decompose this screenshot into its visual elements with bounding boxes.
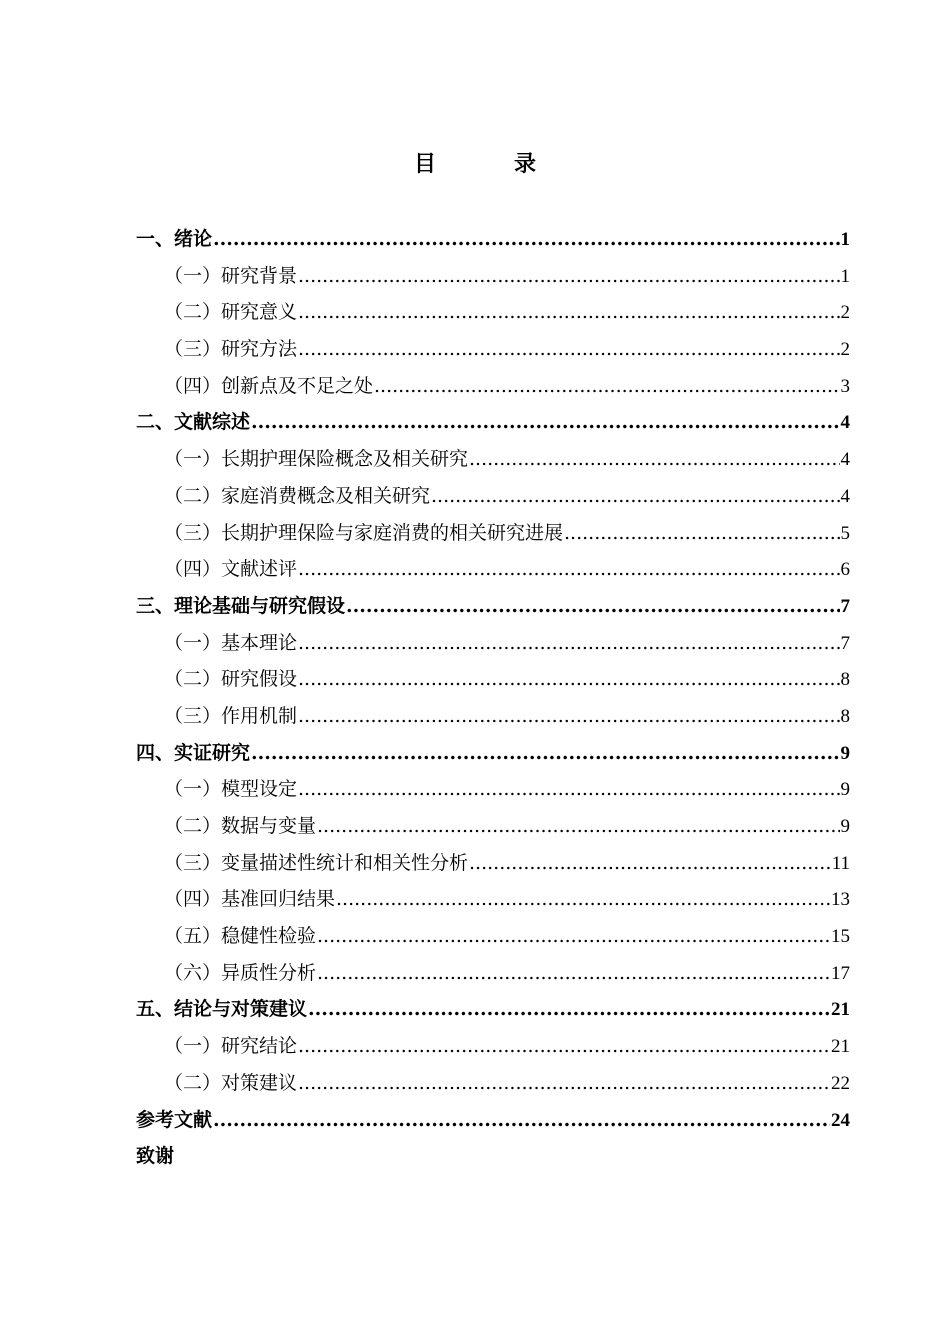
toc-page-number: 17 (831, 962, 850, 984)
toc-entry[interactable] (136, 1065, 850, 1102)
toc-page-number: 9 (840, 816, 850, 837)
toc-leader (298, 258, 839, 295)
toc-entry-label: （四）文献述评 (164, 558, 298, 581)
toc-page-number: 4 (840, 449, 850, 471)
toc-leader (298, 1065, 830, 1102)
toc-entry-label: （二）研究意义 (164, 301, 298, 324)
toc-entry[interactable] (136, 331, 850, 368)
toc-entry-label: 参考文献 (136, 1108, 213, 1131)
toc-entry-label: （一）基本理论 (164, 631, 298, 654)
toc-page-number: 7 (840, 595, 850, 617)
toc-leader (431, 478, 839, 515)
toc-page-number: 22 (831, 1072, 850, 1094)
toc-entry[interactable] (136, 1138, 850, 1175)
toc-entry[interactable] (136, 478, 850, 515)
toc-page-number: 2 (840, 302, 850, 324)
toc-leader (298, 698, 839, 735)
toc-leader (317, 955, 830, 992)
toc-leader (469, 441, 839, 478)
toc-entry-label: 致谢 (136, 1145, 175, 1168)
toc-entry[interactable] (136, 1028, 850, 1065)
toc-leader (251, 404, 839, 441)
toc-entry-label: （一）研究结论 (164, 1035, 298, 1058)
toc-leader (298, 294, 839, 331)
toc-entry[interactable] (136, 808, 850, 845)
toc-leader (251, 735, 839, 772)
toc-entry-label: 一、绪论 (136, 228, 213, 250)
toc-page-number: 1 (840, 265, 850, 287)
toc-entry-label: （二）家庭消费概念及相关研究 (164, 484, 431, 507)
toc-page-number: 5 (840, 522, 850, 544)
toc-leader (317, 808, 839, 845)
toc-page-number: 21 (831, 999, 850, 1021)
toc-page-number: 6 (840, 559, 850, 581)
toc-page-number: 4 (840, 485, 850, 507)
toc-entry-label: （一）长期护理保险概念及相关研究 (164, 448, 469, 471)
toc-page-number: 4 (840, 412, 850, 434)
toc-entry-label: （五）稳健性检验 (164, 925, 317, 948)
toc-page-number: 24 (831, 1109, 850, 1131)
toc-entry[interactable] (136, 881, 850, 918)
toc-entry[interactable] (136, 955, 850, 992)
toc-entry-label: （二）数据与变量 (164, 815, 317, 837)
toc-page-number: 8 (840, 705, 850, 727)
toc-leader (317, 918, 830, 955)
page-title: 目 录 (413, 152, 564, 177)
toc-entry[interactable] (136, 625, 850, 662)
toc-page-number: 3 (840, 375, 850, 397)
toc-leader (308, 991, 830, 1028)
toc-entry[interactable] (136, 845, 850, 882)
toc-entry-label: （三）变量描述性统计和相关性分析 (164, 851, 469, 874)
toc-entry-label: （二）对策建议 (164, 1071, 298, 1094)
toc-entry[interactable] (136, 404, 850, 441)
toc-leader (298, 1028, 830, 1065)
toc-entry-label: （三）长期护理保险与家庭消费的相关研究进展 (164, 521, 564, 544)
toc-page-number: 1 (840, 229, 850, 250)
toc-leader (298, 625, 839, 662)
toc-entry-label: （四）创新点及不足之处 (164, 374, 374, 397)
toc-entry[interactable] (136, 221, 850, 258)
toc-leader (298, 331, 839, 368)
toc-entry[interactable] (136, 441, 850, 478)
table-of-contents (136, 221, 850, 1175)
toc-leader (564, 515, 839, 552)
toc-entry-label: （二）研究假设 (164, 668, 298, 691)
toc-page-number: 21 (831, 1036, 850, 1058)
toc-leader (346, 588, 839, 625)
toc-entry-label: （三）作用机制 (164, 704, 298, 727)
toc-page-number: 7 (840, 632, 850, 654)
toc-entry[interactable] (136, 771, 850, 808)
toc-entry[interactable] (136, 258, 850, 295)
toc-leader (374, 368, 839, 405)
toc-page-number: 11 (831, 852, 850, 874)
toc-entry[interactable] (136, 661, 850, 698)
toc-entry[interactable] (136, 551, 850, 588)
toc-entry[interactable] (136, 698, 850, 735)
toc-entry-label: 四、实证研究 (136, 741, 251, 764)
toc-leader (469, 845, 831, 882)
toc-entry-label: 五、结论与对策建议 (136, 998, 308, 1021)
toc-leader (336, 881, 830, 918)
toc-entry[interactable] (136, 991, 850, 1028)
toc-entry[interactable] (136, 294, 850, 331)
toc-entry-label: （一）模型设定 (164, 778, 298, 801)
toc-entry-label: （一）研究背景 (164, 264, 298, 287)
toc-entry[interactable] (136, 735, 850, 772)
toc-leader (298, 551, 839, 588)
toc-page-number: 9 (840, 742, 850, 764)
toc-entry-label: （三）研究方法 (164, 338, 298, 361)
toc-entry[interactable] (136, 515, 850, 552)
toc-leader (298, 771, 839, 808)
toc-entry-label: 二、文献综述 (136, 411, 251, 434)
toc-entry-label: （四）基准回归结果 (164, 888, 336, 911)
toc-entry[interactable] (136, 1102, 850, 1139)
toc-entry-label: 三、理论基础与研究假设 (136, 594, 346, 617)
toc-page-number: 13 (831, 889, 850, 911)
toc-leader (298, 661, 839, 698)
toc-entry-label: （六）异质性分析 (164, 961, 317, 984)
toc-entry[interactable] (136, 918, 850, 955)
toc-leader (213, 1102, 830, 1139)
toc-entry[interactable] (136, 588, 850, 625)
toc-page-number: 15 (831, 926, 850, 948)
toc-page-number: 8 (840, 669, 850, 691)
toc-page-number: 2 (840, 339, 850, 361)
toc-page-number: 9 (840, 779, 850, 801)
toc-entry[interactable] (136, 368, 850, 405)
toc-leader (213, 221, 839, 258)
